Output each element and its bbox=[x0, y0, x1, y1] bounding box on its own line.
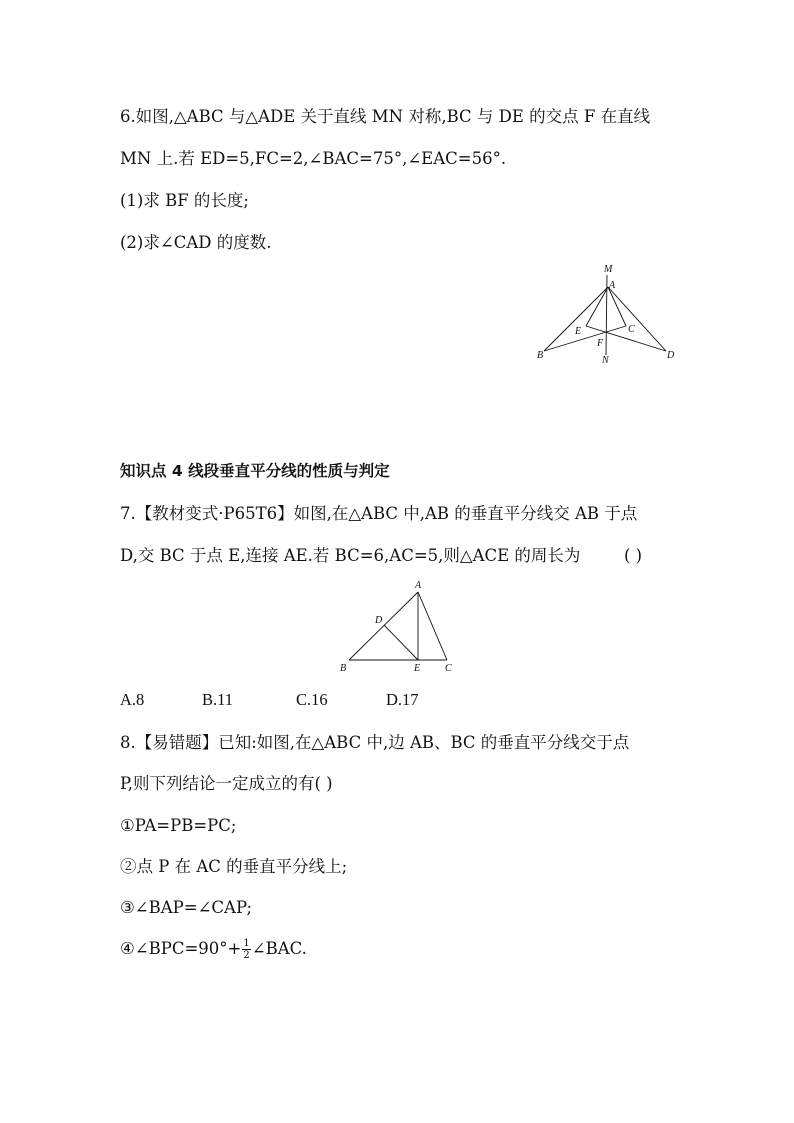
q6-text-line1: 6.如图,△ABC 与△ADE 关于直线 MN 对称,BC 与 DE 的交点 F 在直线 bbox=[120, 107, 651, 126]
label-d: D bbox=[375, 615, 383, 626]
seg-de bbox=[384, 625, 418, 660]
q8-item4-suffix: ∠BAC. bbox=[251, 939, 307, 958]
q7-option-b[interactable]: B.11 bbox=[202, 690, 234, 709]
label-c: C bbox=[628, 324, 635, 335]
q6-figure bbox=[530, 260, 690, 370]
q8-text-line1: 8.【易错题】已知:如图,在△ABC 中,边 AB、BC 的垂直平分线交于点 bbox=[120, 733, 630, 752]
label-a: A bbox=[609, 280, 616, 291]
label-e: E bbox=[575, 326, 582, 337]
q6-text-line2: MN 上.若 ED=5,FC=2,∠BAC=75°,∠EAC=56°. bbox=[120, 149, 507, 168]
label-d: D bbox=[667, 350, 675, 361]
q8-item4-fraction bbox=[242, 938, 250, 961]
seg-ad bbox=[608, 287, 666, 351]
q8-item3: ③∠BAP=∠CAP; bbox=[120, 898, 253, 917]
q7-option-a[interactable]: A.8 bbox=[120, 690, 145, 709]
section-heading: 知识点 4 线段垂直平分线的性质与判定 bbox=[120, 462, 390, 480]
q8-item1: ①PA=PB=PC; bbox=[120, 816, 237, 835]
q7-text-line1: 7.【教材变式·P65T6】如图,在△ABC 中,AB 的垂直平分线交 AB 于点 bbox=[120, 504, 638, 523]
seg-ac bbox=[418, 592, 447, 660]
fraction-numerator: 1 bbox=[243, 938, 250, 949]
fraction-denominator: 2 bbox=[243, 950, 250, 961]
q7-figure bbox=[335, 575, 465, 680]
q7-option-c[interactable]: C.16 bbox=[296, 690, 328, 709]
q8-item2: ②点 P 在 AC 的垂直平分线上; bbox=[120, 857, 348, 876]
q7-option-d[interactable]: D.17 bbox=[386, 690, 419, 709]
q7-answer-blank: ( ) bbox=[624, 546, 643, 565]
label-b: B bbox=[340, 663, 347, 674]
label-n: N bbox=[602, 355, 609, 366]
q6-part2: (2)求∠CAD 的度数. bbox=[120, 233, 272, 252]
q7-text-line2: D,交 BC 于点 E,连接 AE.若 BC=6,AC=5,则△ACE 的周长为 bbox=[120, 546, 581, 565]
seg-ae bbox=[586, 287, 608, 326]
label-b: B bbox=[537, 350, 544, 361]
label-e: E bbox=[414, 663, 421, 674]
label-m: M bbox=[604, 264, 613, 275]
line-mn bbox=[606, 275, 607, 355]
q8-item4-prefix: ④∠BPC=90°+ bbox=[120, 939, 242, 958]
label-a: A bbox=[415, 580, 422, 591]
label-c: C bbox=[445, 663, 452, 674]
q6-part1: (1)求 BF 的长度; bbox=[120, 191, 249, 210]
q8-item4 bbox=[120, 938, 307, 961]
label-f: F bbox=[597, 338, 604, 349]
seg-ac bbox=[608, 287, 626, 326]
q8-text-line2: P,则下列结论一定成立的有( ) bbox=[120, 774, 333, 793]
